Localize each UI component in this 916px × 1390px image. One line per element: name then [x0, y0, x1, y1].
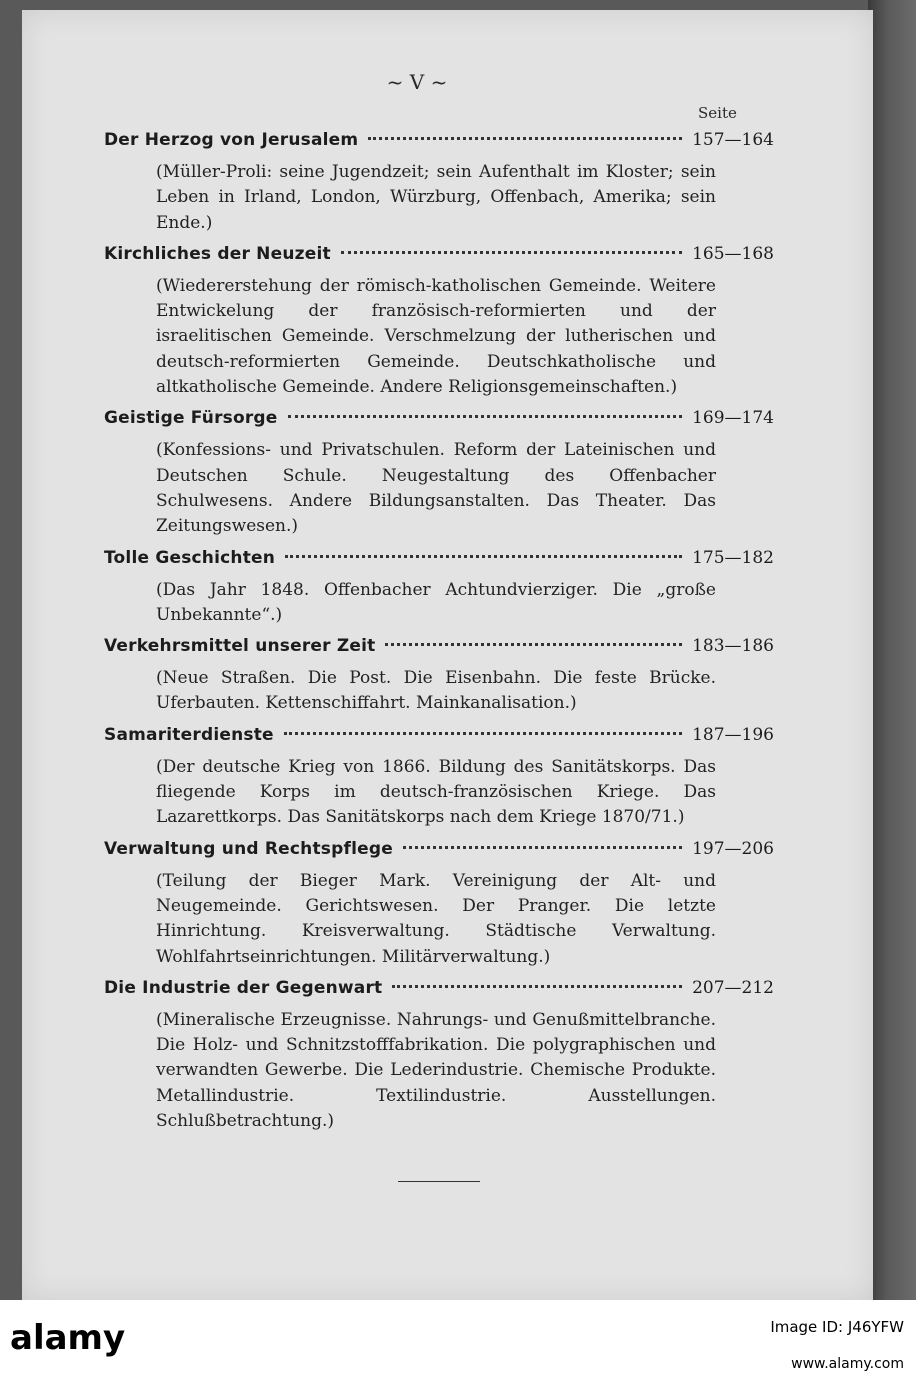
dot-leader — [368, 137, 682, 140]
toc-entry-line — [104, 408, 774, 438]
toc-entry-description: (Wiedererstehung der römisch-katholischen Gemeinde. Weitere Entwickelung der französisch-reformierten und der israelitischen Gemeinde. Verschmelzung der lutherischen und deutsch-reformierten Gemeinde. Deutschkatholische und altkatholische Gemeinde. Andere Religionsgemeinschaften.) — [156, 275, 716, 398]
toc-entry-title: Geistige Fürsorge — [104, 408, 278, 429]
toc-entry-description: (Der deutsche Krieg von 1866. Bildung des Sanitätskorps. Das fliegende Korps im deutsch-französischen Kriege. Das Lazarettkorps. Das Sanitätskorps nach dem Kriege 1870/71.) — [156, 756, 716, 828]
toc-entry-line — [104, 839, 774, 869]
toc-entry-description: (Neue Straßen. Die Post. Die Eisenbahn. Die feste Brücke. Uferbauten. Kettenschiffahrt. Mainkanalisation.) — [156, 668, 716, 714]
dot-leader — [403, 846, 682, 849]
dot-leader — [385, 643, 682, 646]
closing-rule — [398, 1181, 480, 1182]
toc-entry-title: Verwaltung und Rechtspflege — [104, 838, 393, 859]
toc-entry-title: Die Industrie der Gegenwart — [104, 977, 383, 998]
toc-entry — [104, 725, 774, 831]
toc-entry — [104, 548, 774, 629]
toc-entry-line — [104, 548, 774, 578]
stock-image-id: Image ID: J46YFW — [770, 1318, 904, 1336]
dot-leader — [288, 415, 683, 418]
toc-entry-title: Verkehrsmittel unserer Zeit — [104, 636, 376, 657]
toc-entry-description: (Das Jahr 1848. Offenbacher Achtundvierziger. Die „große Unbekannte“.) — [156, 579, 716, 625]
toc-entry-description: (Mineralische Erzeugnisse. Nahrungs- und Genußmittelbranche. Die Holz- und Schnitzstofffabrikation. Die polygraphischen und verwandten Gewerbe. Die Lederindustrie. Chemische Produkte. Metallindustrie. Textilindustrie. Ausstellungen. Schlußbetrachtung.) — [156, 1009, 716, 1132]
dot-leader — [285, 555, 682, 558]
dot-leader — [284, 732, 682, 735]
toc-entry-pages: 187—196 — [692, 724, 774, 745]
toc-entry — [104, 839, 774, 970]
toc-entry — [104, 130, 774, 236]
stock-logo: alamy — [10, 1318, 126, 1358]
toc-entry-line — [104, 978, 774, 1008]
toc-entry — [104, 978, 774, 1134]
toc-entry-title: Der Herzog von Jerusalem — [104, 130, 359, 150]
toc-entry-line — [104, 130, 774, 160]
toc-entry-pages: 207—212 — [692, 977, 774, 998]
toc-entry — [104, 636, 774, 717]
toc-entry-line — [104, 244, 774, 274]
toc-entry-pages: 175—182 — [692, 547, 774, 568]
page-column-header: Seite — [698, 104, 737, 122]
toc-entry-description: (Müller-Proli: seine Jugendzeit; sein Aufenthalt im Kloster; sein Leben in Irland, London, Würzburg, Offenbach, Amerika; sein Ende.) — [156, 162, 716, 233]
toc-entry-description: (Konfessions- und Privatschulen. Reform der Lateinischen und Deutschen Schule. Neugestaltung des Offenbacher Schulwesens. Andere Bildungsanstalten. Das Theater. Das Zeitungswesen.) — [156, 440, 716, 537]
stock-footer — [0, 1300, 916, 1390]
page-number: ~ V ~ — [386, 70, 448, 94]
toc-entry-description: (Teilung der Bieger Mark. Vereinigung der Alt- und Neugemeinde. Gerichtswesen. Der Pranger. Die letzte Hinrichtung. Kreisverwaltung. Städtische Verwaltung. Wohlfahrtseinrichtungen. Militärverwaltung.) — [156, 870, 716, 967]
toc-entry-line — [104, 725, 774, 755]
toc-entry-title: Tolle Geschichten — [104, 547, 276, 568]
toc-entry — [104, 244, 774, 400]
toc-entry-pages: 165—168 — [692, 243, 774, 264]
book-cover-edge — [868, 0, 916, 1300]
book-page — [22, 10, 873, 1300]
toc-entry-title: Samariterdienste — [104, 724, 274, 745]
toc-entry-line — [104, 636, 774, 666]
toc-entry-pages: 183—186 — [692, 636, 774, 657]
table-of-contents — [104, 130, 774, 1142]
toc-entry-pages: 157—164 — [692, 130, 774, 150]
toc-entry-pages: 169—174 — [692, 408, 774, 429]
toc-entry-pages: 197—206 — [692, 838, 774, 859]
stock-url: www.alamy.com — [791, 1356, 904, 1372]
toc-entry-title: Kirchliches der Neuzeit — [104, 243, 331, 264]
dot-leader — [392, 985, 682, 988]
toc-entry — [104, 408, 774, 539]
dot-leader — [341, 251, 682, 254]
